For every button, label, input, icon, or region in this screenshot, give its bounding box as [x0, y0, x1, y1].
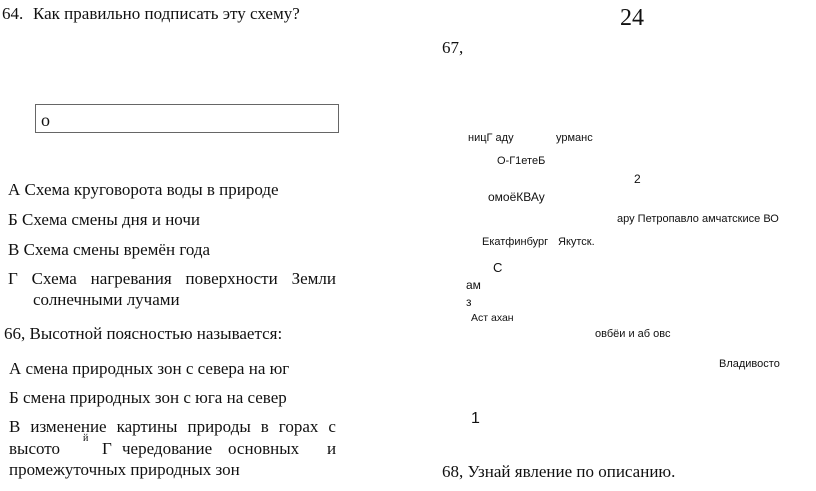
word: поверхности [185, 269, 278, 288]
map-label: Владивосто [719, 358, 780, 370]
word: Г [8, 269, 18, 288]
map-label: урманс [556, 132, 593, 144]
q66-option-b: Б смена природных зон с юга на север [9, 388, 287, 407]
q66-option-v-line1 [9, 418, 336, 435]
superscript-letter: й [83, 433, 89, 444]
map-label: 2 [634, 172, 641, 186]
map-label: О-Г1етеБ [497, 155, 546, 167]
word: высото [9, 439, 60, 458]
word: чередование [122, 439, 213, 458]
map-label: 1 [471, 410, 480, 427]
word: изменение [30, 417, 107, 436]
word: нагревания [90, 269, 172, 288]
q64-option-a: А Схема круговорота воды в природе [8, 180, 279, 199]
q64-option-v: В Схема смены времён года [8, 240, 211, 259]
word: горах [278, 417, 319, 436]
q64-option-b: Б Схема смены дня и ночи [8, 210, 200, 229]
word: Земли [291, 269, 336, 288]
q66-option-v-line2 [9, 433, 337, 460]
map-label: з [466, 295, 472, 309]
q66-option-v-line3: промежуточных природных зон [9, 460, 240, 479]
map-label: ам [466, 278, 481, 292]
word: основных [228, 439, 300, 458]
q66-question: 66, Высотной поясностью называется: [4, 324, 283, 343]
word: и [327, 439, 337, 458]
map-label: С [493, 260, 503, 275]
word: Г [102, 439, 112, 458]
map-label: ару Петропавло амчатскисе ВО [617, 213, 779, 225]
q64-option-g-line2: солнечными лучами [33, 290, 180, 309]
q64-number: 64. [2, 4, 24, 23]
map-label: Якутск. [558, 236, 595, 248]
page-number: 24 [620, 5, 644, 31]
q64-question: Как правильно подписать эту схему? [33, 4, 300, 23]
q64-option-g-line1 [8, 270, 336, 287]
q68-question: 68, Узнай явление по описанию. [442, 462, 676, 481]
map-label: ницГ аду [468, 132, 514, 144]
map-label: омоёКВАу [488, 190, 545, 204]
word: В [9, 417, 21, 436]
word: с [328, 417, 336, 436]
word: в [260, 417, 269, 436]
q66-option-a: А смена природных зон с севера на юг [9, 359, 290, 378]
scheme-answer-box [35, 104, 339, 133]
map-label: овбёи и аб овс [595, 328, 671, 340]
word: природы [187, 417, 251, 436]
map-label: Екатфинбург [482, 236, 549, 248]
map-label: Аст ахан [471, 312, 514, 324]
q67-number: 67, [442, 38, 464, 57]
word: картины [116, 417, 178, 436]
word: Схема [31, 269, 77, 288]
scheme-box-text: о [41, 110, 50, 130]
